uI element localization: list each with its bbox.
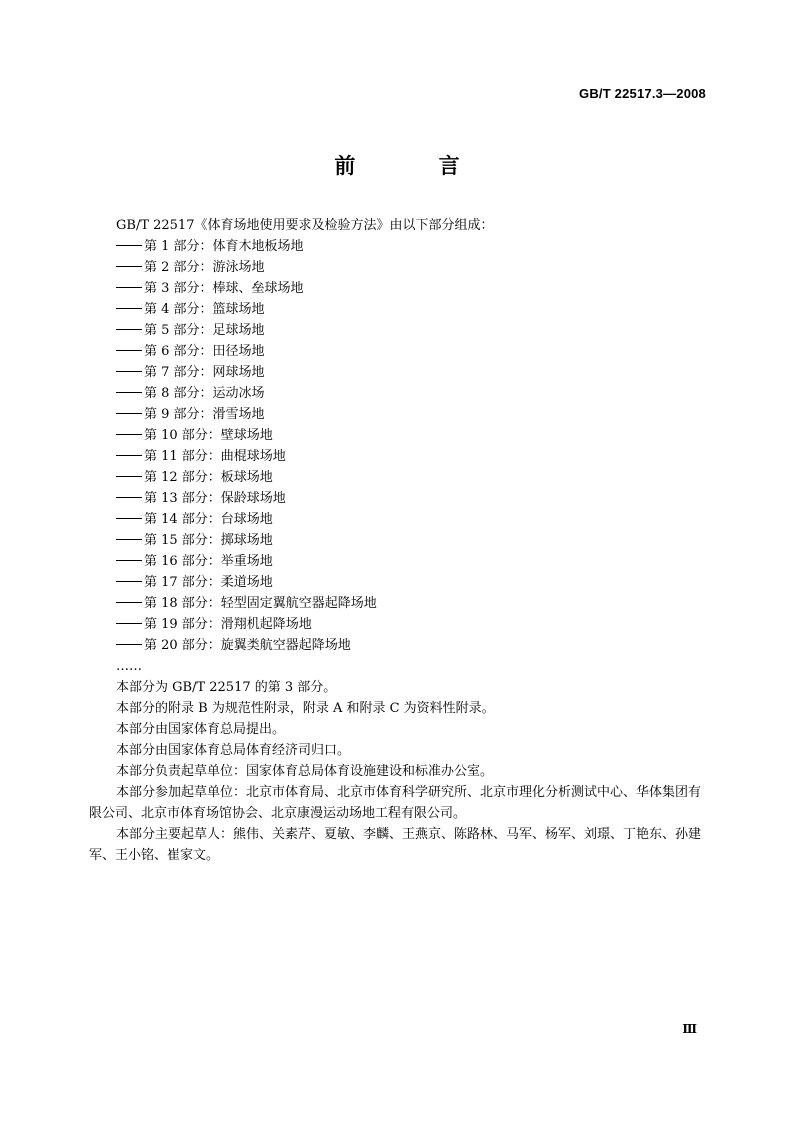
- page-number: Ⅲ: [682, 1022, 697, 1036]
- standard-code: GB/T 22517.3—2008: [579, 86, 706, 101]
- paragraph-main-drafters: 本部分主要起草人：熊伟、关素芹、夏敏、李麟、王燕京、陈路林、马军、杨军、刘璟、丁艳东、孙建军、王小铭、崔家文。: [89, 827, 702, 863]
- em-dash: [116, 518, 142, 520]
- paragraph-annexes: 本部分的附录 B 为规范性附录，附录 A 和附录 C 为资料性附录。: [116, 701, 495, 716]
- list-item: 第 20 部分：旋翼类航空器起降场地: [89, 635, 711, 656]
- em-dash: [116, 539, 142, 541]
- paragraph-responsible-drafter: 本部分负责起草单位：国家体育总局体育设施建设和标准办公室。: [116, 764, 494, 779]
- list-item: 第 4 部分：篮球场地: [89, 299, 711, 320]
- list-item: 第 10 部分：壁球场地: [89, 425, 711, 446]
- list-item: 第 7 部分：网球场地: [89, 362, 711, 383]
- em-dash: [116, 371, 142, 373]
- list-item: 第 16 部分：举重场地: [89, 551, 711, 572]
- list-item: 第 14 部分：台球场地: [89, 509, 711, 530]
- em-dash: [116, 266, 142, 268]
- em-dash: [116, 245, 142, 247]
- em-dash: [116, 476, 142, 478]
- list-item: 第 18 部分：轻型固定翼航空器起降场地: [89, 593, 711, 614]
- paragraph-proposed-by: 本部分由国家体育总局提出。: [116, 722, 286, 737]
- list-item: 第 3 部分：棒球、垒球场地: [89, 278, 711, 299]
- em-dash: [116, 287, 142, 289]
- list-item: 第 17 部分：柔道场地: [89, 572, 711, 593]
- page-title: 前 言: [334, 154, 498, 178]
- list-item: 第 11 部分：曲棍球场地: [89, 446, 711, 467]
- list-item: 第 5 部分：足球场地: [89, 320, 711, 341]
- list-item: 第 13 部分：保龄球场地: [89, 488, 711, 509]
- em-dash: [116, 329, 142, 331]
- em-dash: [116, 434, 142, 436]
- em-dash: [116, 497, 142, 499]
- em-dash: [116, 308, 142, 310]
- list-item: 第 6 部分：田径场地: [89, 341, 711, 362]
- paragraph-part-number: 本部分为 GB/T 22517 的第 3 部分。: [116, 680, 337, 695]
- paragraph-centralized-by: 本部分由国家体育总局体育经济司归口。: [116, 743, 351, 758]
- em-dash: [116, 644, 142, 646]
- list-item: 第 8 部分：运动冰场: [89, 383, 711, 404]
- em-dash: [116, 413, 142, 415]
- ellipsis: ……: [116, 659, 142, 674]
- list-item: 第 12 部分：板球场地: [89, 467, 711, 488]
- em-dash: [116, 623, 142, 625]
- document-body: [89, 215, 711, 866]
- list-item: 第 9 部分：滑雪场地: [89, 404, 711, 425]
- list-item: 第 19 部分：滑翔机起降场地: [89, 614, 711, 635]
- list-item: 第 2 部分：游泳场地: [89, 257, 711, 278]
- paragraph-participating-drafters: 本部分参加起草单位：北京市体育局、北京市体育科学研究所、北京市理化分析测试中心、华体集团有限公司、北京市体育场馆协会、北京康漫运动场地工程有限公司。: [89, 785, 702, 821]
- em-dash: [116, 602, 142, 604]
- em-dash: [116, 581, 142, 583]
- em-dash: [116, 560, 142, 562]
- em-dash: [116, 455, 142, 457]
- parts-list: [89, 236, 711, 656]
- list-item: 第 15 部分：掷球场地: [89, 530, 711, 551]
- intro-paragraph: GB/T 22517《体育场地使用要求及检验方法》由以下部分组成：: [116, 218, 494, 233]
- em-dash: [116, 392, 142, 394]
- list-item: 第 1 部分：体育木地板场地: [89, 236, 711, 257]
- em-dash: [116, 350, 142, 352]
